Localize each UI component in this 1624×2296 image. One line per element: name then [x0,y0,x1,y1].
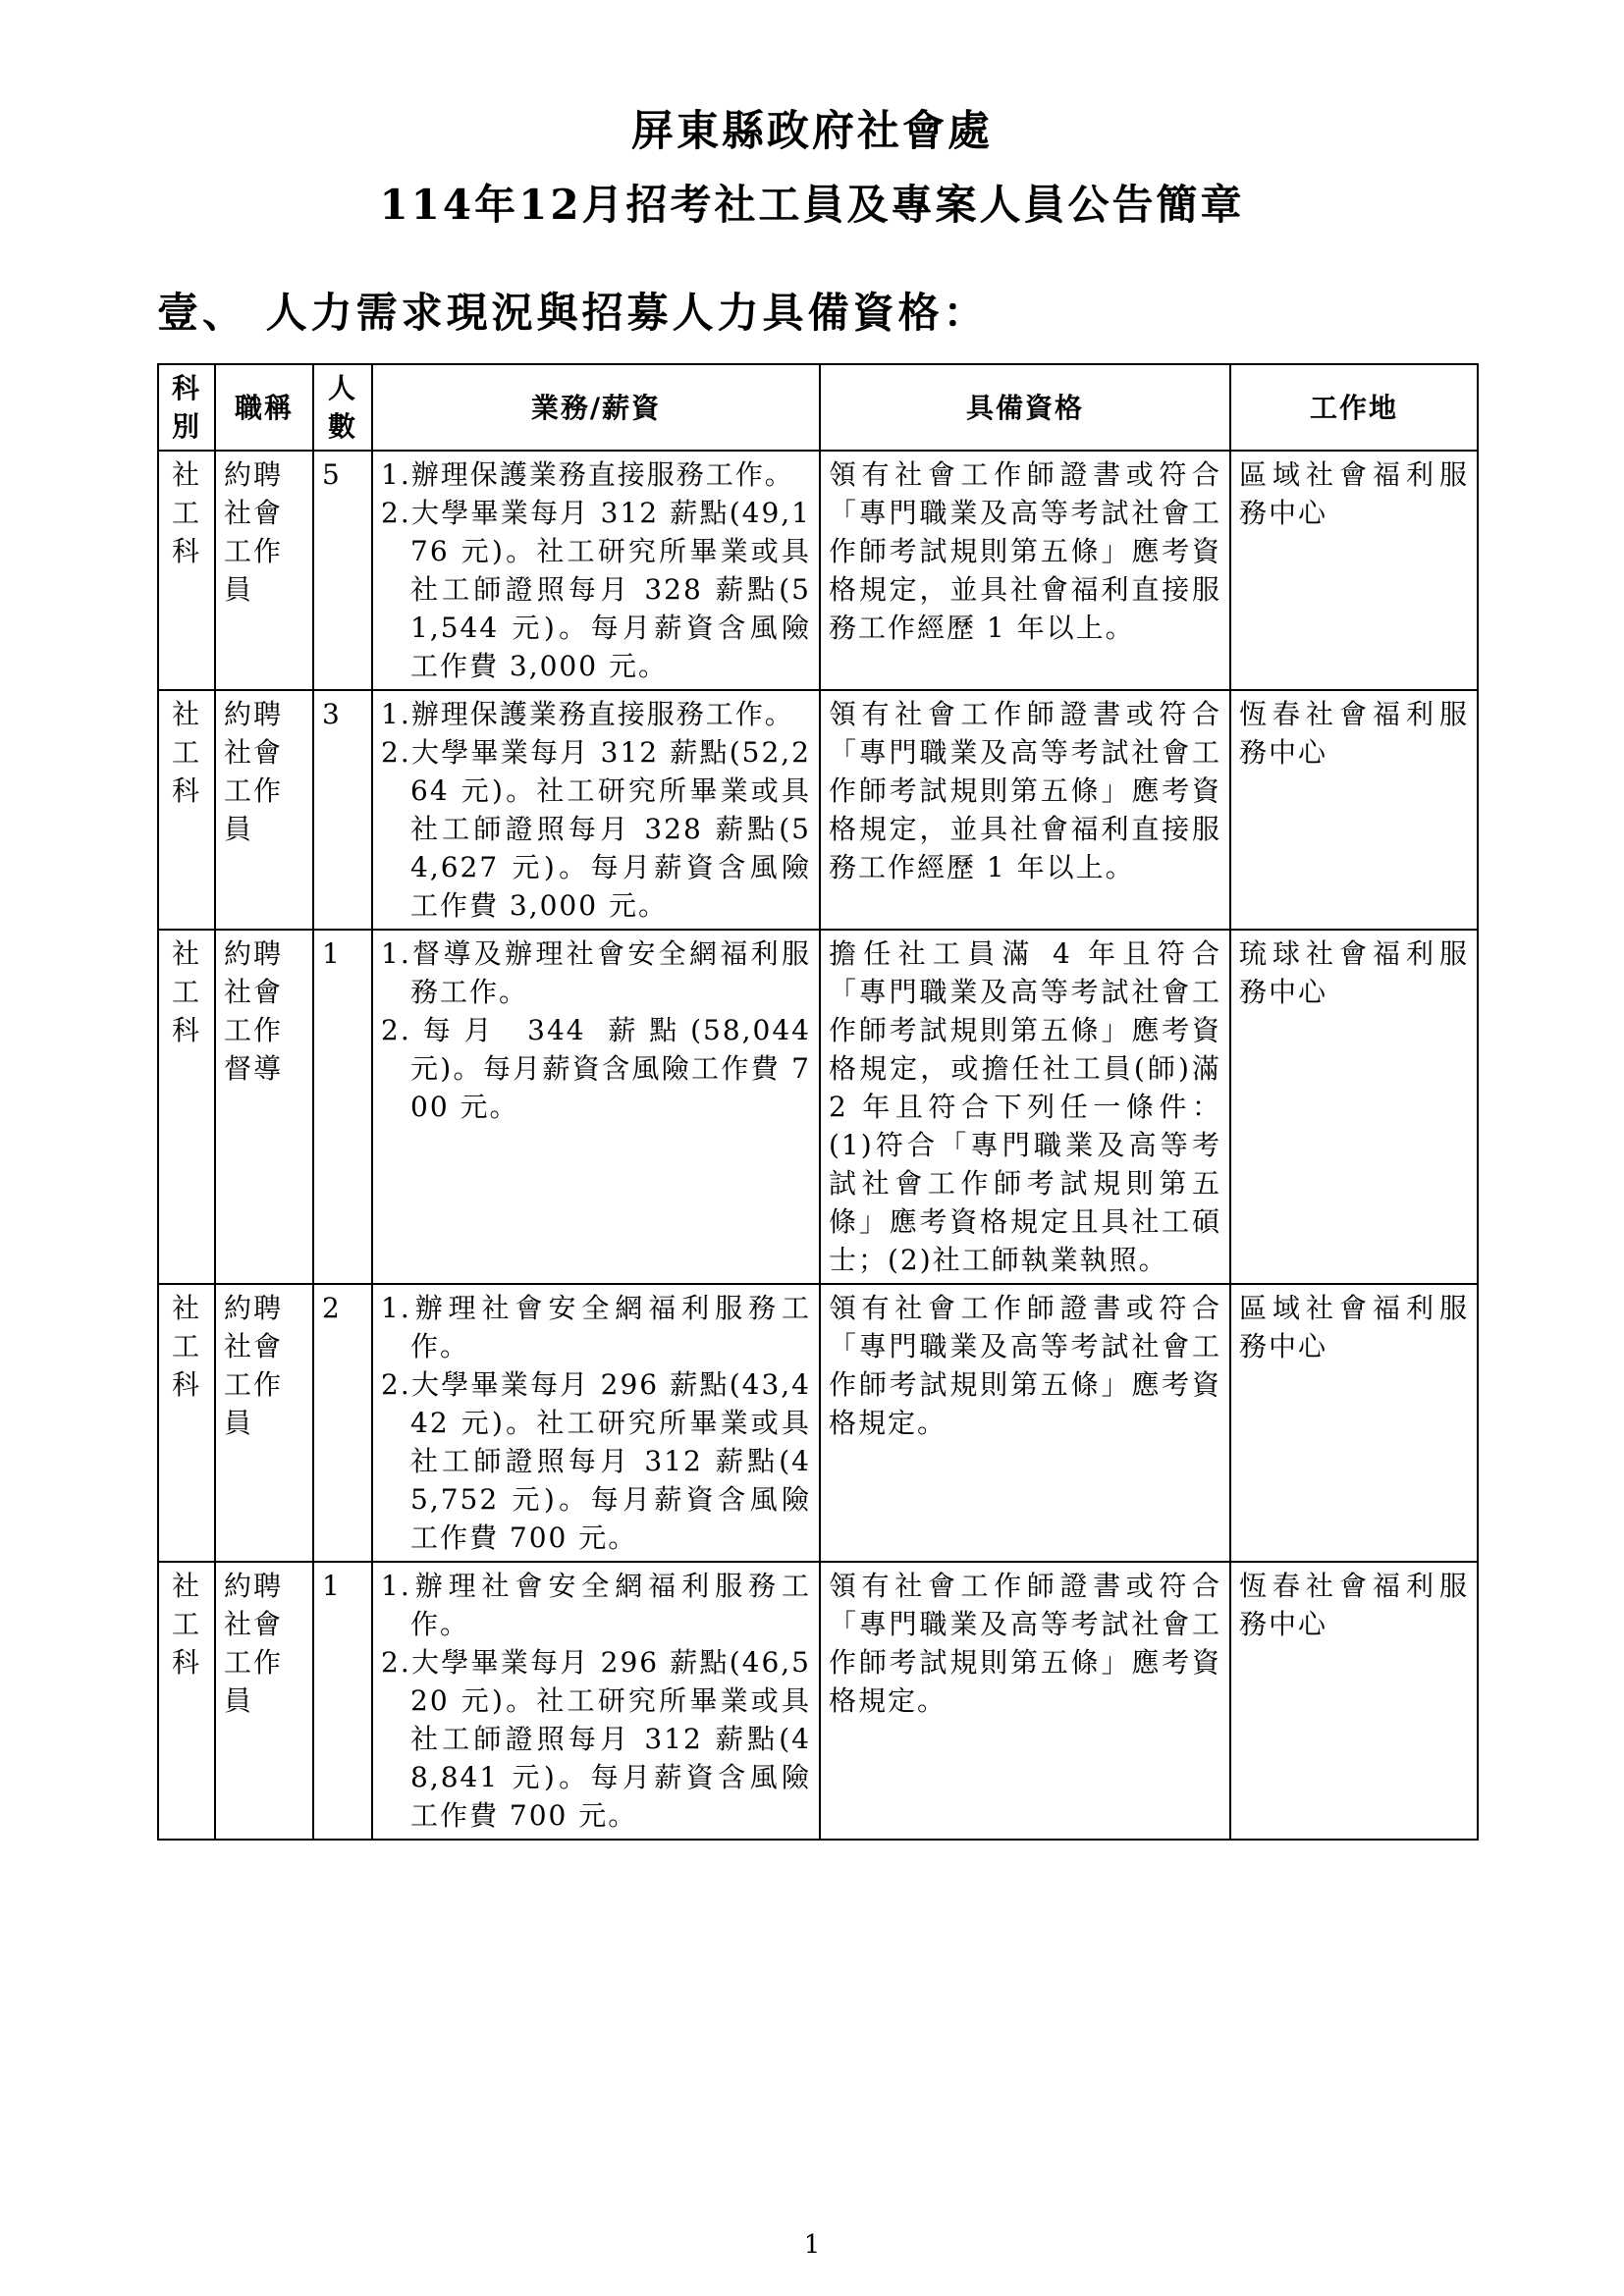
row-duty [372,690,820,930]
duty-item: 1.辦理社會安全網福利服務工作。 [381,1292,811,1362]
row-count: 2 [313,1284,372,1562]
row-dept: 社工科 [158,930,215,1284]
row-title: 約聘社會工作員 [215,1284,313,1562]
row-qualification: 領有社會工作師證書或符合「專門職業及高等考試社會工作師考試規則第五條」應考資格規定。 [820,1562,1230,1840]
duty-item: 1.督導及辦理社會安全網福利服務工作。 [381,937,811,1008]
table-row [158,451,1478,690]
table-row [158,1562,1478,1840]
row-count: 5 [313,451,372,690]
table-row [158,690,1478,930]
table-row [158,930,1478,1284]
duty-item: 2.大學畢業每月 312 薪點(49,176 元)。社工研究所畢業或具社工師證照每月 328 薪點(51,544 元)。每月薪資含風險工作費 3,000 元。 [381,497,811,682]
row-dept: 社工科 [158,690,215,930]
row-duty [372,930,820,1284]
duty-item: 2.大學畢業每月 296 薪點(46,520 元)。社工研究所畢業或具社工師證照每月 312 薪點(48,841 元)。每月薪資含風險工作費 700 元。 [381,1646,811,1832]
duty-item: 1.辦理保護業務直接服務工作。 [381,698,794,730]
row-location: 恆春社會福利服務中心 [1230,690,1478,930]
duty-item: 2.大學畢業每月 312 薪點(52,264 元)。社工研究所畢業或具社工師證照每月 328 薪點(54,627 元)。每月薪資含風險工作費 3,000 元。 [381,736,811,922]
row-location: 恆春社會福利服務中心 [1230,1562,1478,1840]
duty-item: 2.大學畢業每月 296 薪點(43,442 元)。社工研究所畢業或具社工師證照每月 312 薪點(45,752 元)。每月薪資含風險工作費 700 元。 [381,1368,811,1554]
table-header-row [158,364,1478,451]
row-count: 1 [313,930,372,1284]
row-location: 區域社會福利服務中心 [1230,1284,1478,1562]
row-qualification: 領有社會工作師證書或符合「專門職業及高等考試社會工作師考試規則第五條」應考資格規定，並具社會福利直接服務工作經歷 1 年以上。 [820,451,1230,690]
header-dept: 科別 [158,364,215,451]
recruitment-table [157,363,1479,1841]
row-title: 約聘社會工作督導 [215,930,313,1284]
row-count: 1 [313,1562,372,1840]
table-row [158,1284,1478,1562]
duty-item: 1.辦理社會安全網福利服務工作。 [381,1570,811,1640]
row-qualification: 領有社會工作師證書或符合「專門職業及高等考試社會工作師考試規則第五條」應考資格規定。 [820,1284,1230,1562]
header-title: 職稱 [215,364,313,451]
row-duty [372,1562,820,1840]
row-qualification: 領有社會工作師證書或符合「專門職業及高等考試社會工作師考試規則第五條」應考資格規定，並具社會福利直接服務工作經歷 1 年以上。 [820,690,1230,930]
header-location: 工作地 [1230,364,1478,451]
page-number: 1 [803,2230,821,2260]
row-title: 約聘社會工作員 [215,451,313,690]
row-title: 約聘社會工作員 [215,690,313,930]
document-subtitle: 114年12月招考社工員及專案人員公告簡章 [379,181,1245,229]
header-count: 人數 [313,364,372,451]
duty-item: 1.辦理保護業務直接服務工作。 [381,458,794,491]
row-duty [372,451,820,690]
row-dept: 社工科 [158,1562,215,1840]
row-dept: 社工科 [158,1284,215,1562]
header-qualification: 具備資格 [820,364,1230,451]
row-location: 區域社會福利服務中心 [1230,451,1478,690]
duty-item: 2.每月 344 薪點(58,044 元)。每月薪資含風險工作費 700 元。 [381,1014,811,1123]
section-heading: 壹、 人力需求現況與招募人力具備資格： [157,289,989,337]
row-count: 3 [313,690,372,930]
row-title: 約聘社會工作員 [215,1562,313,1840]
row-duty [372,1284,820,1562]
document-title: 屏東縣政府社會處 [631,107,993,156]
row-location: 琉球社會福利服務中心 [1230,930,1478,1284]
row-qualification: 擔任社工員滿 4 年且符合「專門職業及高等考試社會工作師考試規則第五條」應考資格規定，或擔任社工員(師)滿 2 年且符合下列任一條件：(1)符合「專門職業及高等考試社會工作師考試規則第五條」應考資格規定且具社工碩士；(2)社工師執業執照。 [820,930,1230,1284]
row-dept: 社工科 [158,451,215,690]
header-duty: 業務/薪資 [372,364,820,451]
